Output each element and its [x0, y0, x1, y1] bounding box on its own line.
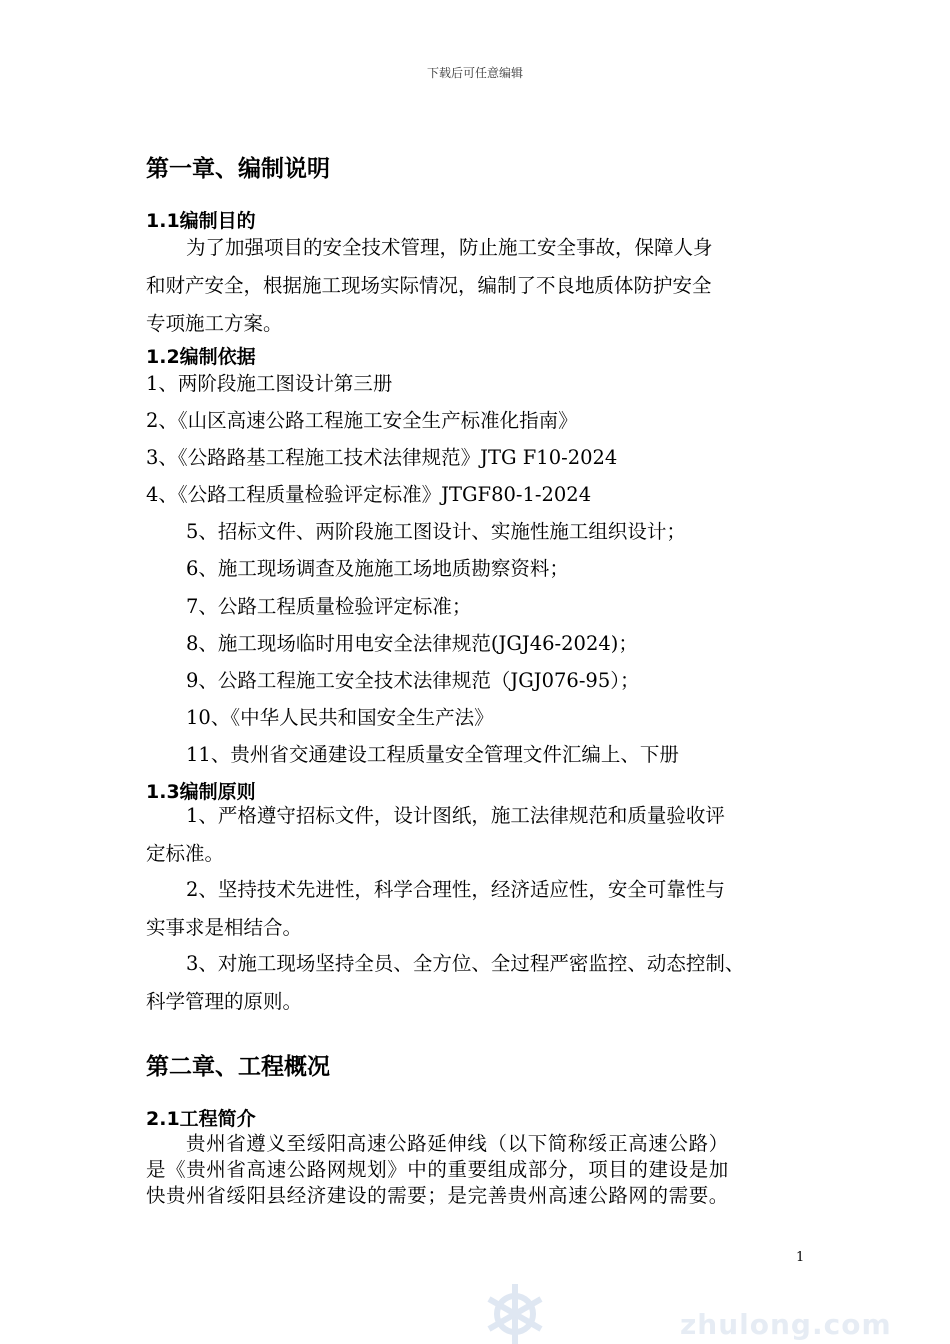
- section-1-1-title: 1.1编制目的: [146, 210, 256, 232]
- paragraph-line: 1、严格遵守招标文件，设计图纸，施工法律规范和质量验收评: [186, 804, 725, 827]
- paragraph-line: 3、对施工现场坚持全员、全方位、全过程严密监控、动态控制、: [186, 952, 745, 975]
- watermark: [540, 1278, 950, 1344]
- section-1-3-title: 1.3编制原则: [146, 781, 256, 803]
- snowflake-logo-icon: [480, 1278, 550, 1344]
- list-item: 8、施工现场临时用电安全法律规范(JGJ46-2024)；: [186, 632, 638, 655]
- paragraph-line: 和财产安全，根据施工现场实际情况，编制了不良地质体防护安全: [146, 274, 712, 297]
- paragraph-line: 实事求是相结合。: [146, 916, 303, 939]
- watermark-text: zhulong.com: [680, 1308, 892, 1341]
- page-number: 1: [796, 1250, 805, 1265]
- paragraph-line: 贵州省遵义至绥阳高速公路延伸线（以下简称绥正高速公路）: [186, 1132, 729, 1155]
- list-item: 2、《山区高速公路工程施工安全生产标准化指南》: [146, 409, 578, 432]
- paragraph-line: 专项施工方案。: [146, 312, 283, 335]
- list-item: 9、公路工程施工安全技术法律规范（JGJ076-95）；: [186, 669, 640, 692]
- list-item: 5、招标文件、两阶段施工图设计、实施性施工组织设计；: [186, 520, 686, 543]
- paragraph-line: 是《贵州省高速公路网规划》中的重要组成部分，项目的建设是加: [146, 1158, 729, 1181]
- list-item: 6、施工现场调查及施施工场地质勘察资料；: [186, 557, 569, 580]
- chapter-2-title: 第二章、工程概况: [146, 1054, 330, 1080]
- paragraph-line: 为了加强项目的安全技术管理，防止施工安全事故，保障人身: [186, 236, 713, 259]
- list-item: 10、《中华人民共和国安全生产法》: [186, 706, 494, 729]
- paragraph-line: 定标准。: [146, 842, 225, 865]
- list-item: 11、贵州省交通建设工程质量安全管理文件汇编上、下册: [186, 743, 679, 766]
- list-item: 3、《公路路基工程施工技术法律规范》JTG F10-2024: [146, 446, 618, 469]
- chapter-1-title: 第一章、编制说明: [146, 156, 330, 182]
- section-1-2-title: 1.2编制依据: [146, 346, 256, 368]
- header-note: 下载后可任意编辑: [426, 66, 523, 80]
- section-2-1-title: 2.1工程简介: [146, 1108, 256, 1130]
- list-item: 4、《公路工程质量检验评定标准》JTGF80-1-2024: [146, 483, 592, 506]
- list-item: 1、两阶段施工图设计第三册: [146, 372, 393, 395]
- paragraph-line: 快贵州省绥阳县经济建设的需要；是完善贵州高速公路网的需要。: [146, 1184, 729, 1207]
- list-item: 7、公路工程质量检验评定标准；: [186, 595, 472, 618]
- paragraph-line: 2、坚持技术先进性，科学合理性，经济适应性，安全可靠性与: [186, 878, 725, 901]
- paragraph-line: 科学管理的原则。: [146, 990, 303, 1013]
